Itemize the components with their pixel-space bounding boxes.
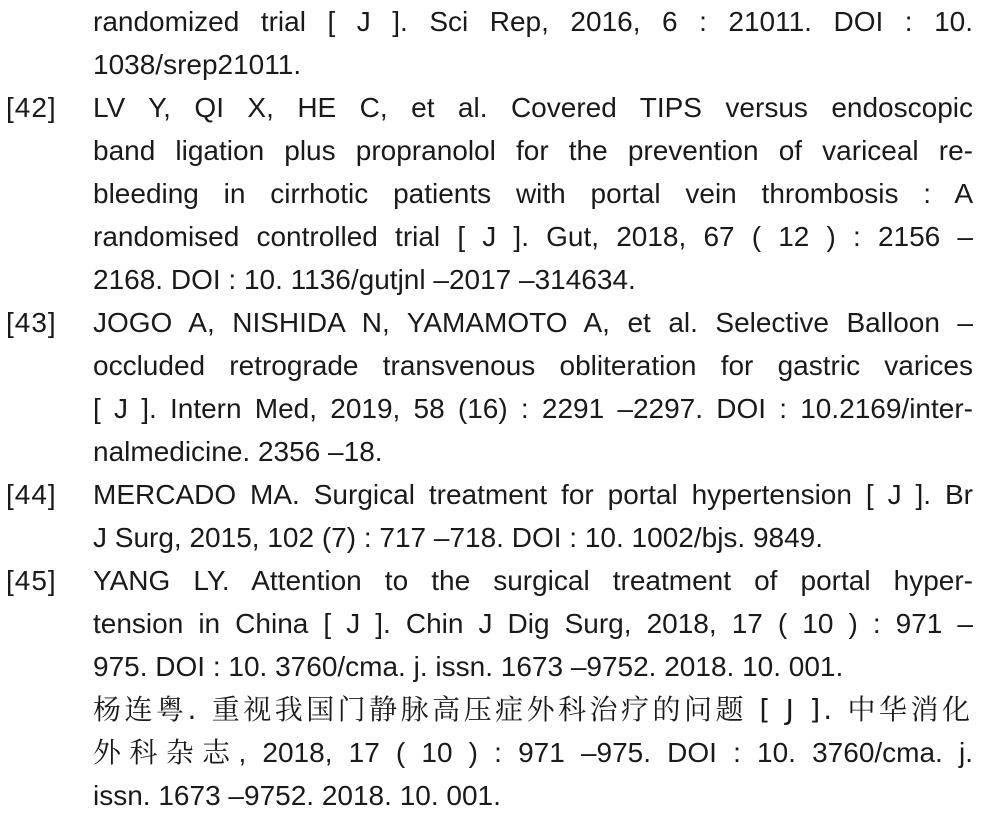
reference-43-line-3: [ J ]. Intern Med, 2019, 58 (16) : 2291 –2297. DOI : 10.2169/inter- xyxy=(93,393,973,424)
reference-42-line-5: 2168. DOI : 10. 1136/gutjnl –2017 –314634. xyxy=(93,264,636,295)
reference-43-line-4: nalmedicine. 2356 –18. xyxy=(93,436,383,467)
reference-43-line-2: occluded retrograde transvenous obliteration for gastric varices xyxy=(93,350,973,381)
reference-45-chinese-line-2: 外科杂志, 2018, 17 ( 10 ) : 971 –975. DOI : 10. 3760/cma. j. xyxy=(93,737,973,768)
reference-44-line-1: MERCADO MA. Surgical treatment for portal hypertension [ J ]. Br xyxy=(93,479,973,510)
reference-42-number: [42] xyxy=(6,92,57,123)
reference-42-line-3: bleeding in cirrhotic patients with portal vein thrombosis : A xyxy=(93,178,973,209)
reference-43-line-1: JOGO A, NISHIDA N, YAMAMOTO A, et al. Selective Balloon – xyxy=(93,307,973,338)
reference-44-number: [44] xyxy=(6,479,57,510)
reference-43-number: [43] xyxy=(6,307,57,338)
reference-45-line-1: YANG LY. Attention to the surgical treatment of portal hyper- xyxy=(93,565,973,596)
reference-41-line-1: randomized trial [ J ]. Sci Rep, 2016, 6 : 21011. DOI : 10. xyxy=(93,6,973,37)
reference-42-line-2: band ligation plus propranolol for the prevention of variceal re- xyxy=(93,135,973,166)
reference-41-line-2: 1038/srep21011. xyxy=(93,49,302,80)
reference-44-line-2: J Surg, 2015, 102 (7) : 717 –718. DOI : 10. 1002/bjs. 9849. xyxy=(93,522,824,553)
reference-45-number: [45] xyxy=(6,565,57,596)
reference-42-line-4: randomised controlled trial [ J ]. Gut, 2018, 67 ( 12 ) : 2156 – xyxy=(93,221,973,252)
reference-42-line-1: LV Y, QI X, HE C, et al. Covered TIPS versus endoscopic xyxy=(93,92,973,123)
reference-45-chinese-line-1: 杨连粤. 重视我国门静脉高压症外科治疗的问题 [ J ]. 中华消化 xyxy=(93,693,973,726)
reference-45-chinese-line-3: issn. 1673 –9752. 2018. 10. 001. xyxy=(93,780,501,811)
reference-45-line-3: 975. DOI : 10. 3760/cma. j. issn. 1673 –9752. 2018. 10. 001. xyxy=(93,651,844,682)
reference-45-line-2: tension in China [ J ]. Chin J Dig Surg, 2018, 17 ( 10 ) : 971 – xyxy=(93,608,973,639)
